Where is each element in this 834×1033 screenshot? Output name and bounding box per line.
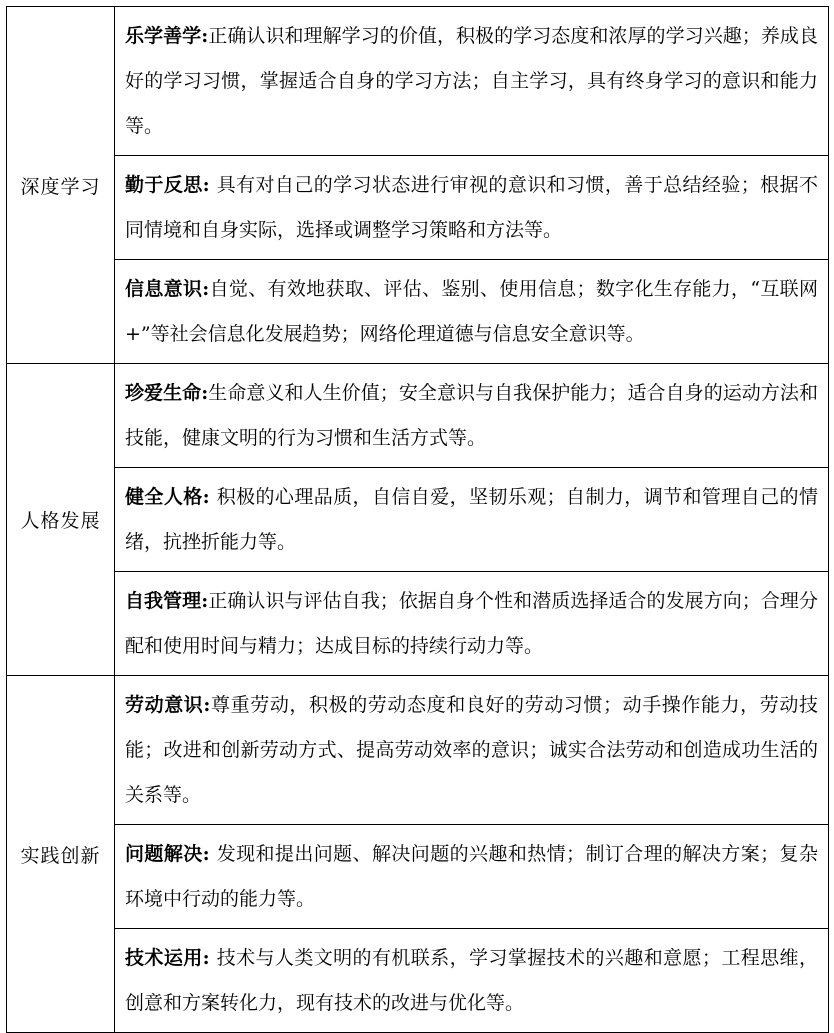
item-description: 尊重劳动，积极的劳动态度和良好的劳动习惯；动手操作能力，劳动技能；改进和创新劳动方式、提高劳动效率的意识；诚实合法劳动和创造成功生活的关系等。 (125, 694, 818, 806)
item-separator: : (202, 174, 217, 196)
item-cell (115, 156, 829, 260)
item-title: 问题解决 (125, 843, 203, 865)
item-cell (115, 676, 829, 825)
item-description: 技术与人类文明的有机联系，学习掌握技术的兴趣和意愿；工程思维，创意和方案转化力，现有技术的改进与优化等。 (125, 947, 818, 1014)
item-cell (115, 260, 829, 364)
item-separator: : (202, 843, 217, 865)
item-separator: : (202, 278, 210, 300)
item-cell (115, 468, 829, 572)
item-separator: : (202, 947, 217, 969)
table-row (7, 572, 829, 676)
item-title: 珍爱生命 (125, 382, 202, 404)
item-title: 健全人格 (125, 486, 203, 508)
item-title: 自我管理 (125, 590, 202, 612)
table-row (7, 7, 829, 156)
item-separator: : (202, 486, 217, 508)
item-title: 乐学善学 (125, 25, 202, 47)
item-description: 发现和提出问题、解决问题的兴趣和热情；制订合理的解决方案；复杂环境中行动的能力等。 (125, 843, 818, 910)
category-cell-deep-learning: 深度学习 (7, 7, 115, 364)
item-separator: : (201, 382, 209, 404)
table-row (7, 156, 829, 260)
item-description: 正确认识和理解学习的价值，积极的学习态度和浓厚的学习兴趣；养成良好的学习习惯，掌握适合自身的学习方法；自主学习，具有终身学习的意识和能力等。 (125, 25, 818, 137)
item-description: 正确认识与评估自我；依据自身个性和潜质选择适合的发展方向；合理分配和使用时间与精力；达成目标的持续行动力等。 (125, 590, 818, 657)
item-title: 信息意识 (125, 278, 203, 300)
table-row (7, 929, 829, 1033)
item-description: 生命意义和人生价值；安全意识与自我保护能力；适合自身的运动方法和技能，健康文明的行为习惯和生活方式等。 (125, 382, 818, 449)
table-row (7, 468, 829, 572)
item-cell (115, 364, 829, 468)
item-cell (115, 929, 829, 1033)
table-row (7, 260, 829, 364)
item-title: 勤于反思 (125, 174, 203, 196)
category-cell-personality: 人格发展 (7, 364, 115, 676)
item-cell (115, 572, 829, 676)
table-row (7, 825, 829, 929)
category-cell-practice-innovation: 实践创新 (7, 676, 115, 1033)
table-row (7, 364, 829, 468)
item-title: 劳动意识 (125, 694, 204, 716)
table-row (7, 676, 829, 825)
item-description: 自觉、有效地获取、评估、鉴别、使用信息；数字化生存能力，“互联网+”等社会信息化发展趋势；网络伦理道德与信息安全意识等。 (125, 278, 818, 345)
item-separator: : (203, 694, 211, 716)
item-description: 具有对自己的学习状态进行审视的意识和习惯，善于总结经验；根据不同情境和自身实际，选择或调整学习策略和方法等。 (125, 174, 818, 241)
item-cell (115, 7, 829, 156)
item-description: 积极的心理品质，自信自爱，坚韧乐观；自制力，调节和管理自己的情绪，抗挫折能力等。 (125, 486, 818, 553)
item-cell (115, 825, 829, 929)
item-separator: : (201, 25, 209, 47)
item-separator: : (201, 590, 209, 612)
competency-table (6, 6, 829, 1033)
item-title: 技术运用 (125, 947, 203, 969)
